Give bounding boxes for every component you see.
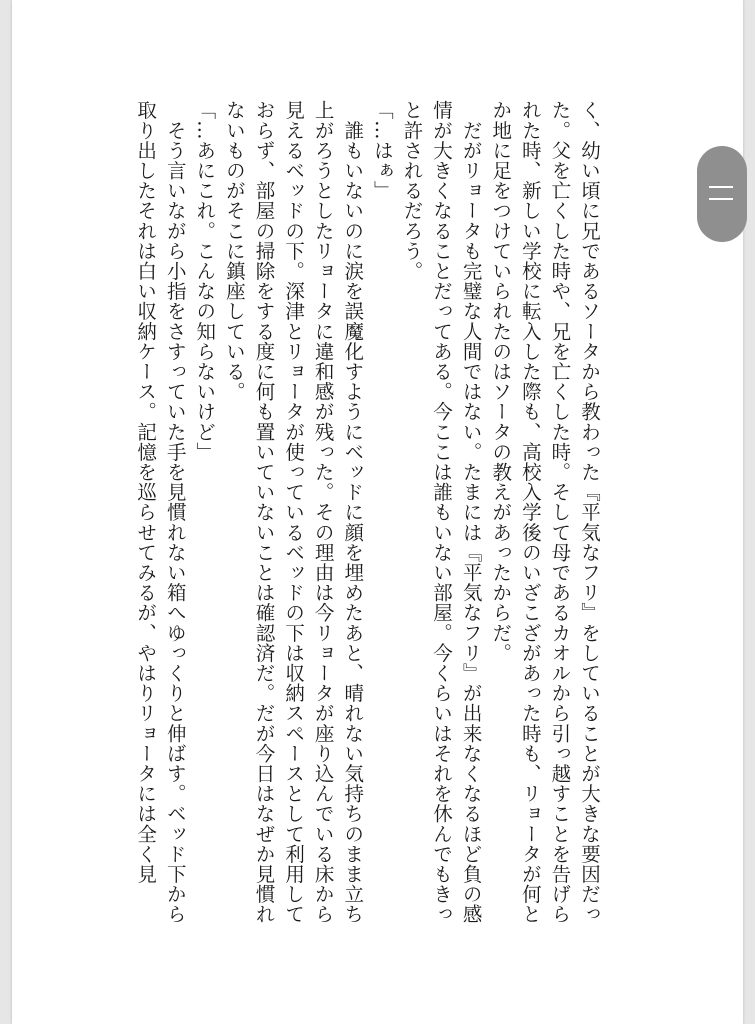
paragraph: く、幼い頃に兄であるソータから教わった『平気なフリ』をしていることが大きな要因だった。父を亡くした時や、兄を亡くした時。そして母であるカオルから引っ越すことを告げられた時、新しい学校に転入した際も、高校入学後のいざこざがあった時も、リョータが何とか地に足をつけていられたのはソータの教えがあったからだ。 — [489, 100, 601, 925]
vertical-text-body — [108, 100, 604, 940]
hamburger-menu-icon — [709, 198, 733, 200]
book-page — [12, 0, 743, 1024]
reader-menu-button[interactable] — [697, 146, 747, 242]
paragraph: 「…あにこれ。こんなの知らないけど」 — [193, 100, 217, 462]
hamburger-menu-icon — [709, 186, 733, 188]
paragraph: だがリョータも完璧な人間ではない。たまには『平気なフリ』が出来なくなるほど負の感情が大きくなることだってある。今ここは誰もいない部屋。今くらいはそれを休んでもきっと許されるだろう。 — [400, 100, 483, 925]
paragraph: そう言いながら小指をさすっていた手を見慣れない箱へゆっくりと伸ばす。ベッド下から取り出したそれは白い収納ケース。記憶を巡らせてみるが、やはりリョータには全く見 — [134, 100, 187, 925]
paragraph: 「…はぁ」 — [370, 100, 394, 201]
paragraph: 誰もいないのに涙を誤魔化すようにベッドに顔を埋めたあと、晴れない気持ちのまま立ち上がろうとしたリョータに違和感が残った。その理由は今リョータが座り込んでいる床から見えるベッドの下。深津とリョータが使っているベッドの下は収納スペースとして利用しておらず、部屋の掃除をする度に何も置いていないことは確認済だ。だが今日はなぜか見慣れないものがそこに鎮座している。 — [222, 100, 365, 925]
